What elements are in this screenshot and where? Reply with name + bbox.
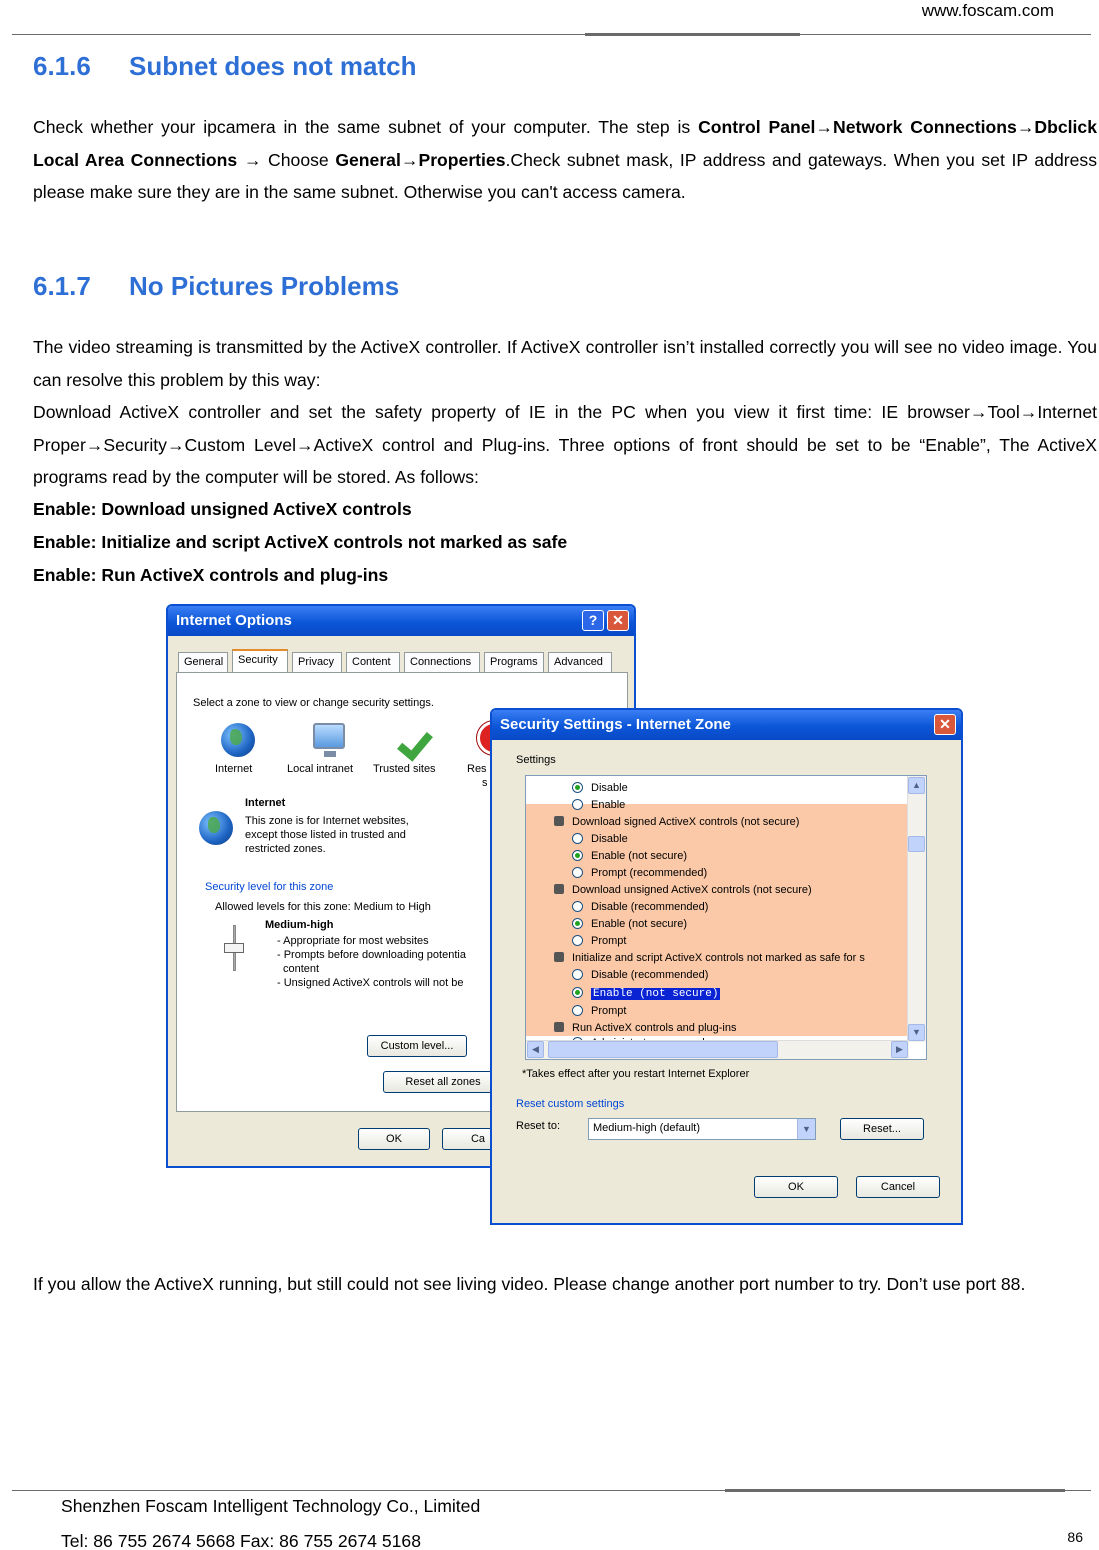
text-run: .Check subnet mask, IP address and gateways. When you set IP address please make sure they are in the same subnet. Otherwise you can't access camera. [33, 149, 1097, 202]
radio-icon [572, 867, 583, 878]
list-item[interactable] [572, 934, 626, 948]
level-bullet-2-cont: content [283, 963, 320, 975]
footer-rule-accent [725, 1489, 1065, 1492]
enable-line-3: Enable: Run ActiveX controls and plug-ins [33, 565, 389, 585]
enable-line-2: Enable: Initialize and script ActiveX controls not marked as safe [33, 532, 568, 552]
footer-contact: Tel: 86 755 2674 5668 Fax: 86 755 2674 5168 [61, 1531, 421, 1550]
level-name: Medium-high [265, 919, 334, 931]
list-item-label: Disable (recommended) [591, 901, 709, 913]
list-item-label: Enable (not secure) [591, 918, 687, 930]
list-item-label: Enable (not secure) [593, 988, 719, 1000]
zone-desc-line-2: except those listed in trusted and [245, 829, 406, 841]
title-bar [492, 710, 961, 740]
list-item[interactable] [572, 866, 707, 880]
zone-label-restricted: Res [467, 763, 487, 775]
list-item [554, 1021, 736, 1035]
zone-label-clipped: s [482, 777, 488, 789]
allowed-levels: Allowed levels for this zone: Medium to High [215, 901, 431, 913]
tab-general[interactable]: General [178, 652, 228, 672]
chevron-down-icon[interactable]: ▼ [797, 1119, 815, 1139]
tab-connections[interactable]: Connections [404, 652, 480, 672]
selected-zone-globe-icon [199, 811, 233, 845]
internet-globe-icon[interactable] [221, 723, 255, 757]
section-heading-616 [33, 50, 416, 82]
select-value: Medium-high (default) [593, 1122, 700, 1134]
list-item[interactable] [572, 798, 625, 812]
trusted-sites-check-icon[interactable] [399, 721, 439, 755]
security-level-group-label: Security level for this zone [205, 881, 334, 893]
reset-group-label: Reset custom settings [516, 1098, 625, 1110]
tab-security[interactable]: Security [232, 649, 288, 673]
radio-icon [572, 833, 583, 844]
zone-desc-line-1: This zone is for Internet websites, [245, 815, 409, 827]
list-item[interactable] [572, 900, 708, 914]
section-number: 6.1.7 [33, 271, 91, 301]
help-button[interactable]: ? [582, 610, 604, 631]
reset-level-select[interactable] [588, 1118, 816, 1140]
bold-run: General [335, 149, 401, 170]
list-item[interactable] [572, 781, 628, 795]
setting-gear-icon [554, 1022, 564, 1032]
zone-label-intranet: Local intranet [287, 763, 354, 775]
header-url: www.foscam.com [921, 1, 1054, 20]
radio-icon [572, 850, 583, 861]
list-item-selected[interactable] [572, 986, 720, 1001]
zone-prompt: Select a zone to view or change security settings. [193, 697, 434, 709]
horizontal-scroll-thumb[interactable] [548, 1041, 778, 1058]
list-item-label: Prompt [591, 935, 627, 947]
cancel-button[interactable]: Ca [442, 1128, 514, 1150]
settings-list[interactable] [525, 775, 927, 1060]
list-item-label: Disable [591, 782, 628, 794]
list-item-label: Prompt (recommended) [591, 867, 708, 879]
arrow-glyph: → [400, 149, 419, 170]
radio-icon [572, 901, 583, 912]
scroll-down-icon[interactable]: ▼ [908, 1024, 925, 1041]
radio-icon [572, 1005, 583, 1016]
scroll-up-icon[interactable]: ▲ [908, 777, 925, 794]
list-item-label: Download unsigned ActiveX controls (not secure) [572, 884, 812, 896]
list-item [554, 951, 865, 965]
zone-name: Internet [245, 797, 286, 809]
list-item [554, 815, 799, 829]
zone-desc-line-3: restricted zones. [245, 843, 326, 855]
tab-privacy[interactable]: Privacy [292, 652, 342, 672]
close-button[interactable]: ✕ [934, 714, 956, 735]
ie-settings-screenshot [160, 600, 965, 1230]
tab-content[interactable]: Content [346, 652, 400, 672]
list-item[interactable] [572, 917, 687, 931]
list-item [554, 883, 812, 897]
radio-icon [572, 987, 583, 998]
cancel-button[interactable]: Cancel [856, 1176, 940, 1198]
close-button[interactable]: ✕ [607, 610, 629, 631]
radio-icon [572, 799, 583, 810]
tab-advanced[interactable]: Advanced [548, 652, 612, 672]
vertical-scrollbar[interactable] [907, 776, 926, 1042]
activex-paragraph-2: Download ActiveX controller and set the safety property of IE in the PC when you view it first time: IE browser→Tool→Internet Proper→Security→Custom Level→ActiveX control and Plug-ins. Three options of front should be set to be “Enable”, The ActiveX programs read by the computer will be stored. As follows: [33, 402, 1097, 487]
bold-run: Control Panel [698, 117, 816, 137]
arrow-glyph: → [815, 117, 834, 137]
enable-line-1: Enable: Download unsigned ActiveX controls [33, 499, 412, 519]
level-bullet-1: - Appropriate for most websites [277, 935, 429, 947]
reset-to-label: Reset to: [516, 1120, 561, 1132]
radio-icon [572, 969, 583, 980]
text-run: → Choose [237, 149, 336, 170]
list-item-label: Run ActiveX controls and plug-ins [572, 1022, 737, 1034]
list-item[interactable] [572, 1004, 626, 1018]
list-item-label: Disable (recommended) [591, 969, 709, 981]
tab-programs[interactable]: Programs [484, 652, 544, 672]
scroll-right-icon[interactable]: ▶ [891, 1041, 908, 1058]
scroll-left-icon[interactable]: ◀ [527, 1041, 544, 1058]
ok-button[interactable]: OK [358, 1128, 430, 1150]
local-intranet-icon[interactable] [313, 723, 345, 749]
window-title: Internet Options [176, 612, 292, 629]
arrow-glyph: → [1016, 117, 1035, 137]
header-rule [12, 34, 1091, 35]
subnet-paragraph [33, 111, 1097, 209]
radio-icon [572, 918, 583, 929]
list-item-label: Enable (not secure) [591, 850, 687, 862]
setting-gear-icon [554, 884, 564, 894]
text-run: Check whether your ipcamera in the same subnet of your computer. The step is [33, 117, 699, 137]
list-item-label: Download signed ActiveX controls (not secure) [572, 816, 800, 828]
header-rule-accent [585, 33, 800, 36]
section-heading-617 [33, 270, 399, 302]
section-number: 6.1.6 [33, 51, 91, 81]
activex-paragraph-1: The video streaming is transmitted by the ActiveX controller. If ActiveX controller isn’t installed correctly you will see no video image. You can resolve this problem by this way: [33, 337, 1097, 390]
bold-run: Network Connections [833, 117, 1017, 137]
level-bullet-3: - Unsigned ActiveX controls will not be [277, 977, 464, 989]
ok-button[interactable]: OK [754, 1176, 838, 1198]
page-number: 86 [1067, 1529, 1083, 1545]
list-item-label: Enable [591, 799, 626, 811]
list-item[interactable] [572, 968, 708, 982]
bold-run: Properties [418, 149, 506, 170]
list-item-label: Initialize and script ActiveX controls not marked as safe for s [572, 952, 865, 964]
level-bullet-2: - Prompts before downloading potentia [277, 949, 466, 961]
port-paragraph: If you allow the ActiveX running, but still could not see living video. Please change another port number to try. Don’t use port 88. [33, 1274, 1026, 1294]
setting-gear-icon [554, 816, 564, 826]
section-title: No Pictures Problems [129, 271, 400, 301]
horizontal-scrollbar[interactable] [526, 1040, 909, 1059]
title-bar [168, 606, 634, 636]
radio-icon [572, 935, 583, 946]
zone-label-trusted: Trusted sites [373, 763, 436, 775]
reset-button[interactable]: Reset... [840, 1118, 924, 1140]
custom-level-button[interactable]: Custom level... [367, 1035, 467, 1057]
list-item-label: Prompt [591, 1005, 627, 1017]
zone-label-internet: Internet [215, 763, 253, 775]
section-title: Subnet does not match [129, 51, 417, 81]
window-title: Security Settings - Internet Zone [500, 716, 731, 733]
radio-icon [572, 782, 583, 793]
footer-company: Shenzhen Foscam Intelligent Technology Co., Limited [61, 1496, 481, 1516]
setting-gear-icon [554, 952, 564, 962]
reset-all-zones-button[interactable]: Reset all zones [383, 1071, 503, 1093]
list-item[interactable] [572, 849, 687, 863]
security-settings-window [490, 708, 963, 1225]
scroll-thumb[interactable] [908, 836, 925, 852]
settings-label: Settings [516, 754, 556, 766]
list-item[interactable] [572, 832, 628, 846]
bold-run: Dbclick Local Area Connections [33, 117, 1098, 170]
restart-note: *Takes effect after you restart Internet Explorer [522, 1068, 750, 1080]
list-item-label: Disable [591, 833, 628, 845]
security-slider-thumb[interactable] [224, 943, 244, 953]
